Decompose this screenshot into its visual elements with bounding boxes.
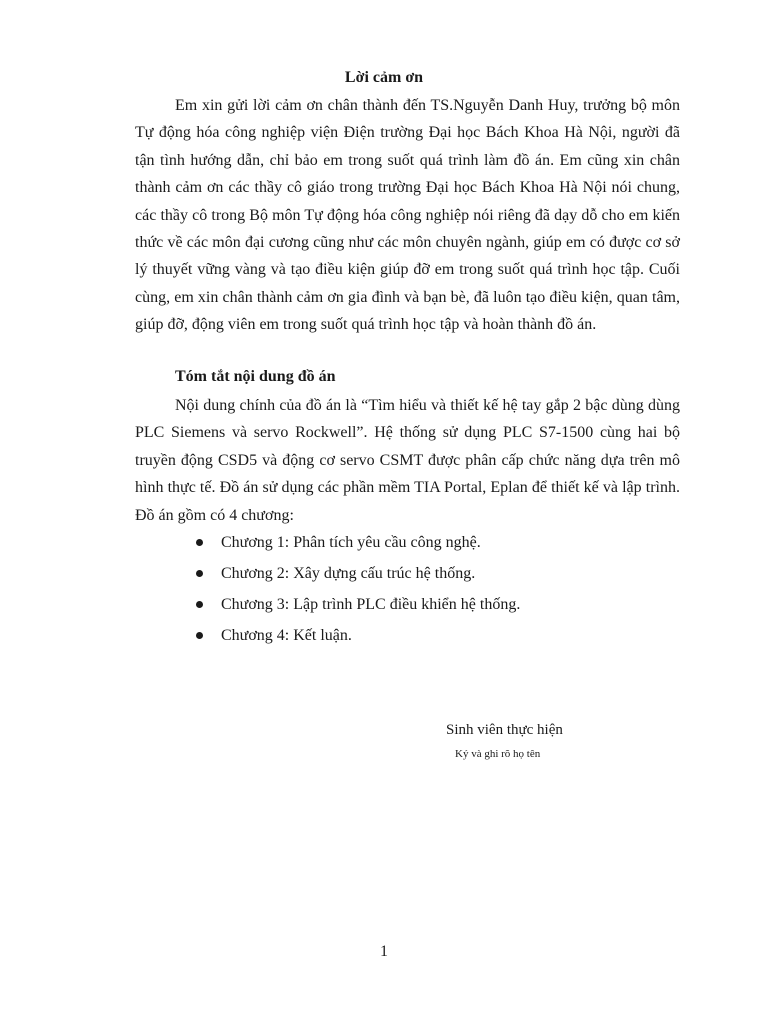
list-item [196,533,520,564]
acknowledgement-title: Lời cảm ơn [344,69,424,86]
chapter-label: Chương 2: Xây dựng cấu trúc hệ thống. [221,565,476,582]
chapter-label: Chương 4: Kết luận. [221,627,352,644]
list-item [196,564,520,595]
chapter-label: Chương 1: Phân tích yêu cầu công nghệ. [221,534,481,551]
signer-label: Sinh viên thực hiện [446,722,563,738]
list-item [196,626,520,657]
bullet-icon [196,570,203,577]
chapter-list [196,533,520,657]
bullet-icon [196,539,203,546]
bullet-icon [196,632,203,639]
chapter-label: Chương 3: Lập trình PLC điều khiển hệ thống. [221,596,521,613]
list-item [196,595,520,626]
signer-note: Ký và ghi rõ họ tên [455,748,541,760]
acknowledgement-paragraph: Em xin gửi lời cảm ơn chân thành đến TS.Nguyễn Danh Huy, trưởng bộ môn Tự động hóa công nghiệp viện Điện trường Đại học Bách Khoa Hà Nội, người đã tận tình hướng dẫn, chỉ bảo em trong suốt quá trình làm đồ án. Em cũng xin chân thành cảm ơn các thầy cô giáo trong trường Đại học Bách Khoa Hà Nội nói chung, các thầy cô trong Bộ môn Tự động hóa công nghiệp nói riêng đã dạy dỗ cho em kiến thức về các môn đại cương cũng như các môn chuyên ngành, giúp em có được cơ sở lý thuyết vững vàng và tạo điều kiện giúp đỡ em trong suốt quá trình học tập. Cuối cùng, em xin chân thành cảm ơn gia đình và bạn bè, đã luôn tạo điều kiện, quan tâm, giúp đỡ, động viên em trong suốt quá trình học tập và hoàn thành đồ án. [135,97,680,334]
bullet-icon [196,601,203,608]
summary-title: Tóm tắt nội dung đồ án [175,368,336,385]
summary-paragraph: Nội dung chính của đồ án là “Tìm hiểu và thiết kế hệ tay gắp 2 bậc dùng dùng PLC Siemens và servo Rockwell”. Hệ thống sử dụng PLC S7-1500 cùng hai bộ truyền động CSD5 và động cơ servo CSMT được phân cấp chức năng dựa trên mô hình thực tế. Đồ án sử dụng các phần mềm TIA Portal, Eplan để thiết kế và lập trình. Đồ án gồm có 4 chương: [135,397,680,524]
page-number: 1 [380,943,388,960]
